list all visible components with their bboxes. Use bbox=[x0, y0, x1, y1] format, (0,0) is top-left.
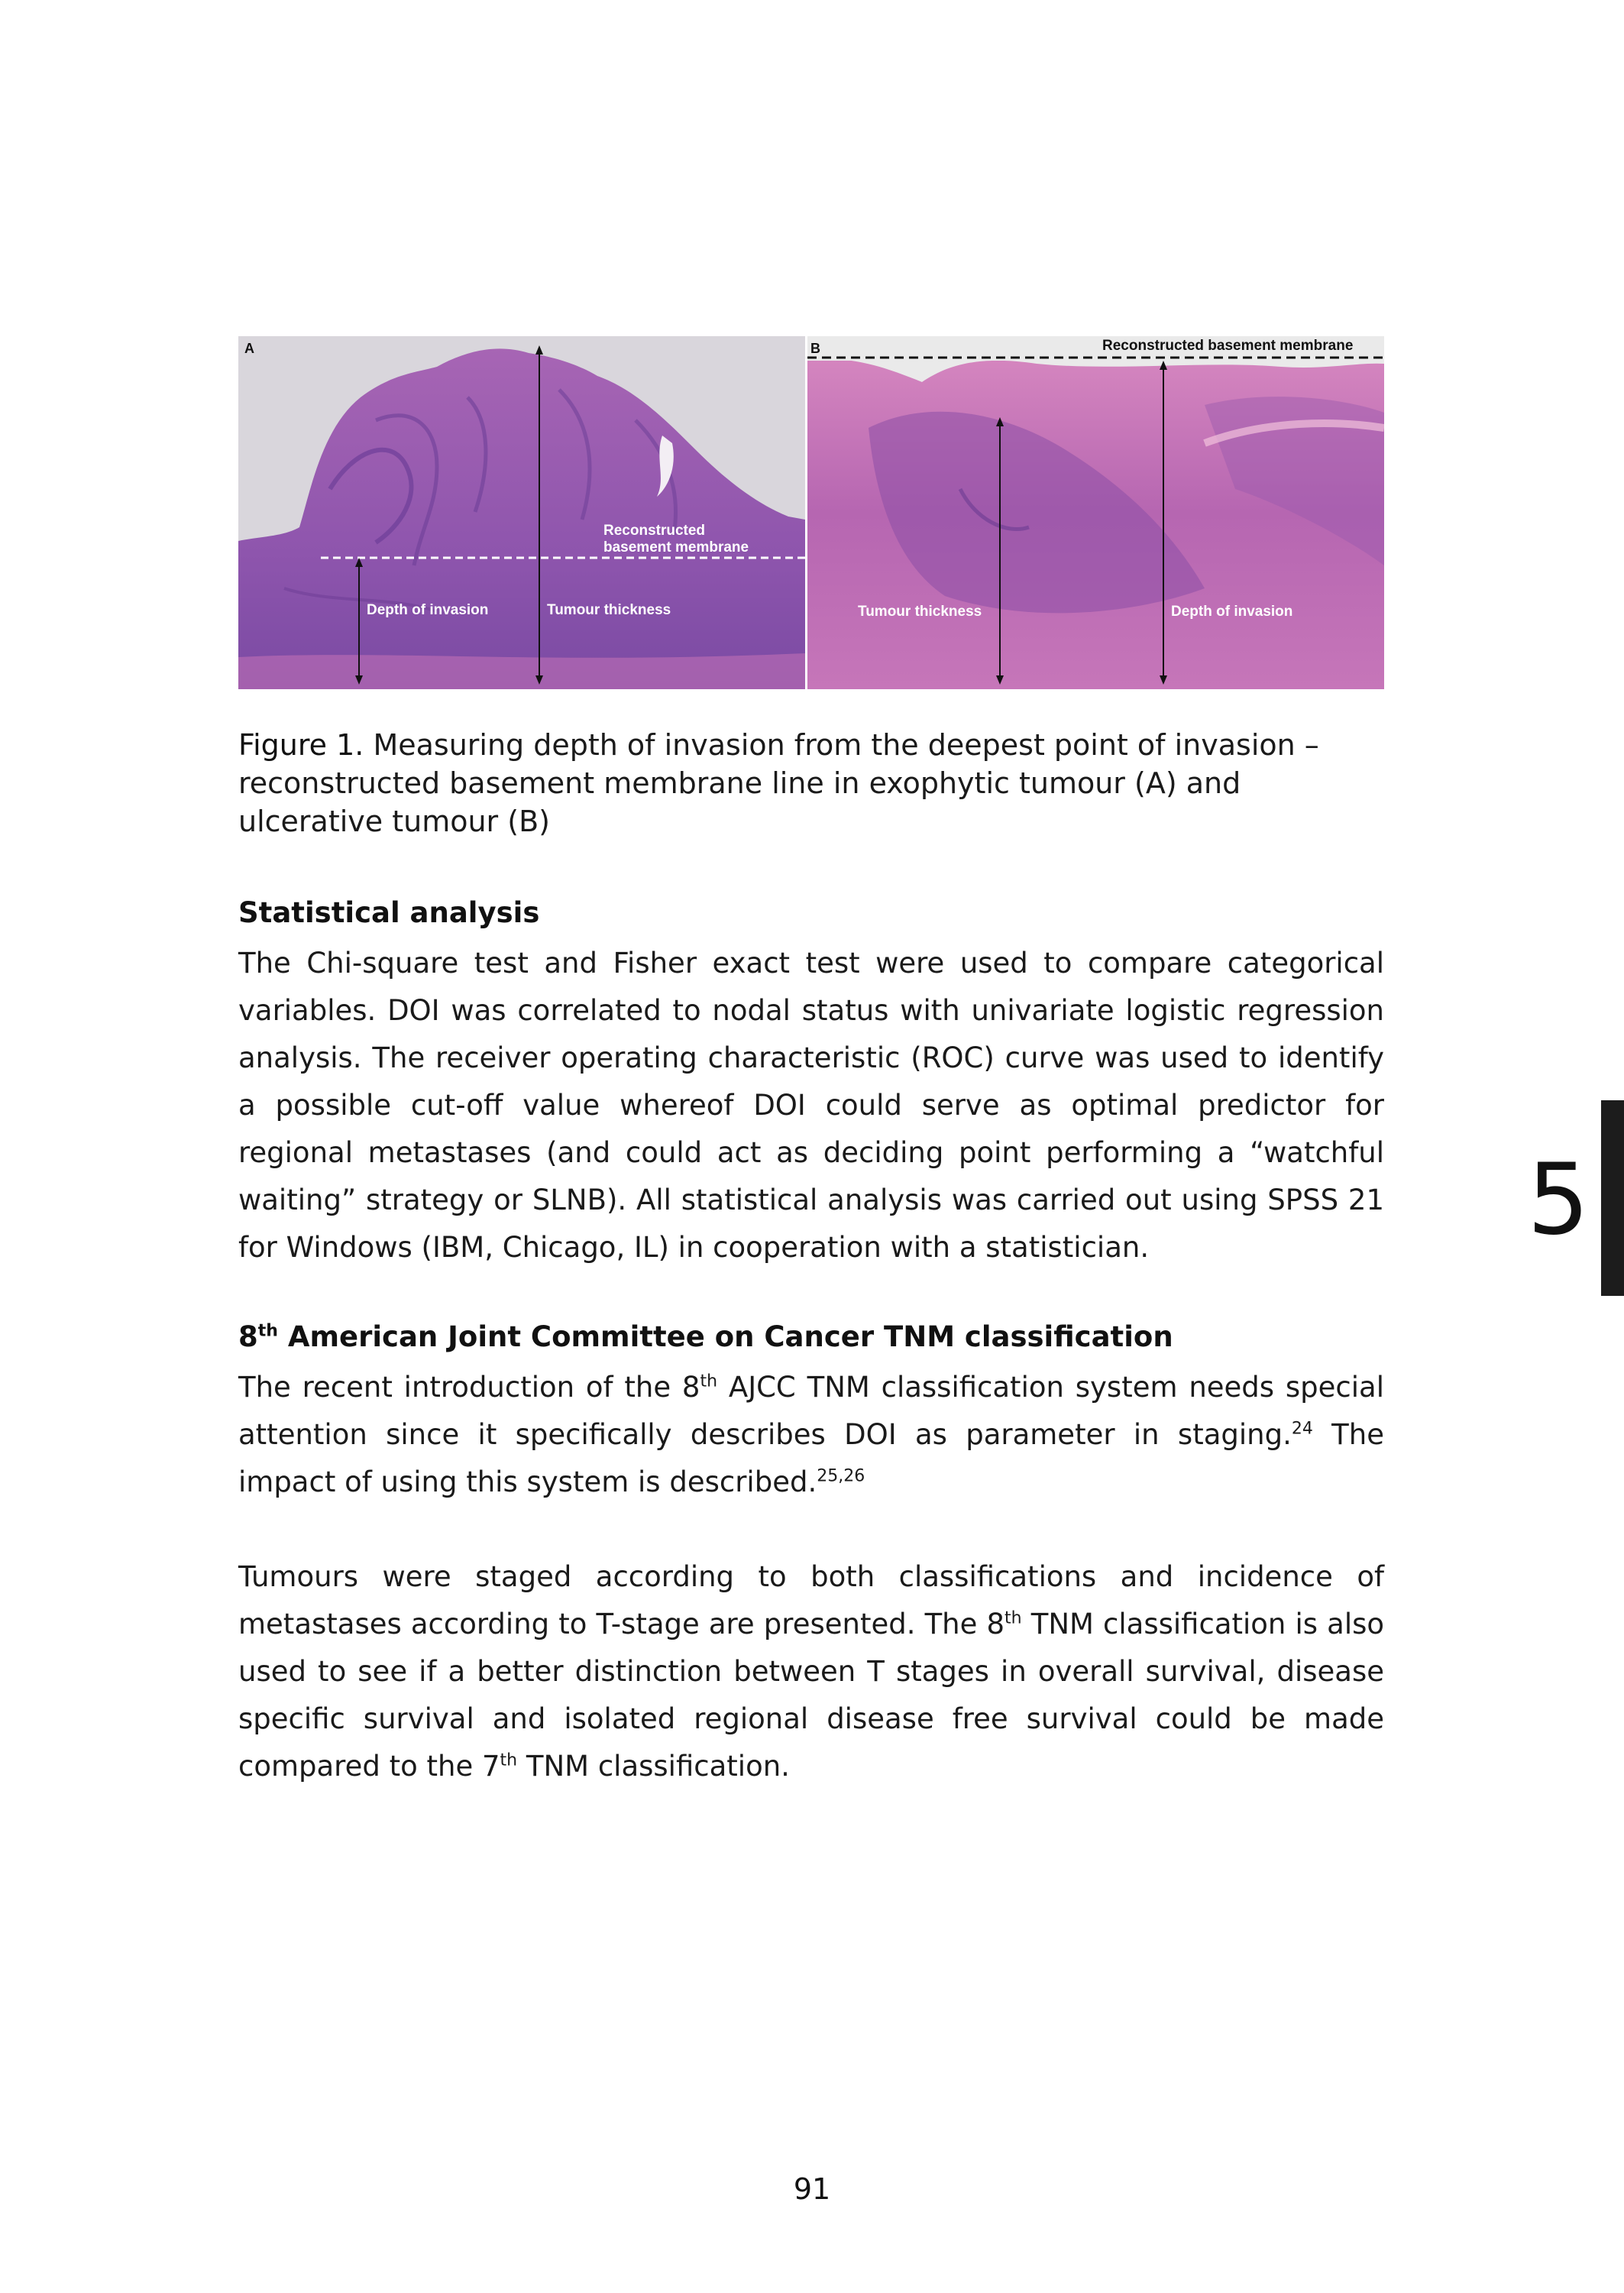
ajcc-p1-text-c: The impact of using this system is described. bbox=[238, 1418, 1384, 1498]
paragraph-statistical-analysis: The Chi-square test and Fisher exact test were used to compare categorical variables. DOI was correlated to nodal status with univariate logistic regression analysis. The receiver operating characteristic (ROC) curve was used to identify a possible cut-off value whereof DOI could serve as optimal predictor for regional metastases (and could act as deciding point performing a “watchful waiting” strategy or SLNB). All statistical analysis was carried out using SPSS 21 for Windows (IBM, Chicago, IL) in cooperation with a statistician. bbox=[238, 947, 1384, 1264]
paragraph-ajcc-staging bbox=[238, 1553, 1384, 1790]
page-number: 91 bbox=[793, 2172, 831, 2206]
label-membrane-b: Reconstructed basement membrane bbox=[1102, 338, 1354, 354]
histology-image-a bbox=[238, 336, 805, 689]
ajcc-p1-text-b: AJCC TNM classification system needs special attention since it specifically describes DOI as parameter in staging. bbox=[238, 1371, 1384, 1451]
figure-1 bbox=[238, 336, 1384, 689]
figure-caption-text: Measuring depth of invasion from the deepest point of invasion – reconstructed basement membrane line in exophytic tumour (A) and ulcerative tumour (B) bbox=[238, 728, 1319, 838]
ajcc-p2-text-a: Tumours were staged according to both classifications and incidence of metastases according to T-stage are presented. The 8 bbox=[238, 1560, 1384, 1640]
ajcc-p1-sup-th: th bbox=[700, 1372, 718, 1391]
label-depth-a: Depth of invasion bbox=[367, 602, 489, 618]
chapter-number: 5 bbox=[1527, 1143, 1590, 1257]
ajcc-p2-sup-th-8: th bbox=[1004, 1608, 1022, 1628]
citation-24: 24 bbox=[1291, 1419, 1313, 1439]
label-membrane-line1: Reconstructed bbox=[603, 523, 706, 539]
panel-label-a: A bbox=[244, 341, 254, 356]
section-heading-statistical-analysis: Statistical analysis bbox=[238, 896, 540, 929]
ajcc-p2-text-b: TNM classification is also used to see if a better distinction between T stages in overall survival, disease specific survival and isolated regional disease free survival could be made compared to the 7 bbox=[238, 1608, 1385, 1783]
figure-caption bbox=[238, 726, 1384, 840]
heading-ajcc-number: 8 bbox=[238, 1320, 258, 1353]
figure-panel-b bbox=[807, 336, 1384, 689]
heading-ajcc-sup: th bbox=[257, 1321, 278, 1341]
histology-image-b bbox=[807, 336, 1384, 689]
label-membrane-line2: basement membrane bbox=[603, 539, 749, 555]
figure-panel-a bbox=[238, 336, 805, 689]
heading-ajcc-text: American Joint Committee on Cancer TNM classification bbox=[277, 1320, 1173, 1353]
citation-25-26: 25,26 bbox=[817, 1466, 865, 1486]
ajcc-p2-sup-th-7: th bbox=[500, 1751, 518, 1770]
paragraph-ajcc-intro bbox=[238, 1364, 1384, 1506]
panel-label-b: B bbox=[810, 341, 820, 356]
label-depth-b: Depth of invasion bbox=[1171, 604, 1293, 620]
ajcc-p2-text-c: TNM classification. bbox=[517, 1750, 790, 1783]
section-heading-ajcc bbox=[238, 1318, 1384, 1356]
ajcc-p1-text-a: The recent introduction of the 8 bbox=[238, 1371, 700, 1404]
label-thickness-a: Tumour thickness bbox=[547, 602, 671, 618]
label-thickness-b: Tumour thickness bbox=[858, 604, 982, 620]
chapter-tab-bar bbox=[1601, 1100, 1624, 1296]
figure-caption-label: Figure 1. bbox=[238, 728, 364, 762]
